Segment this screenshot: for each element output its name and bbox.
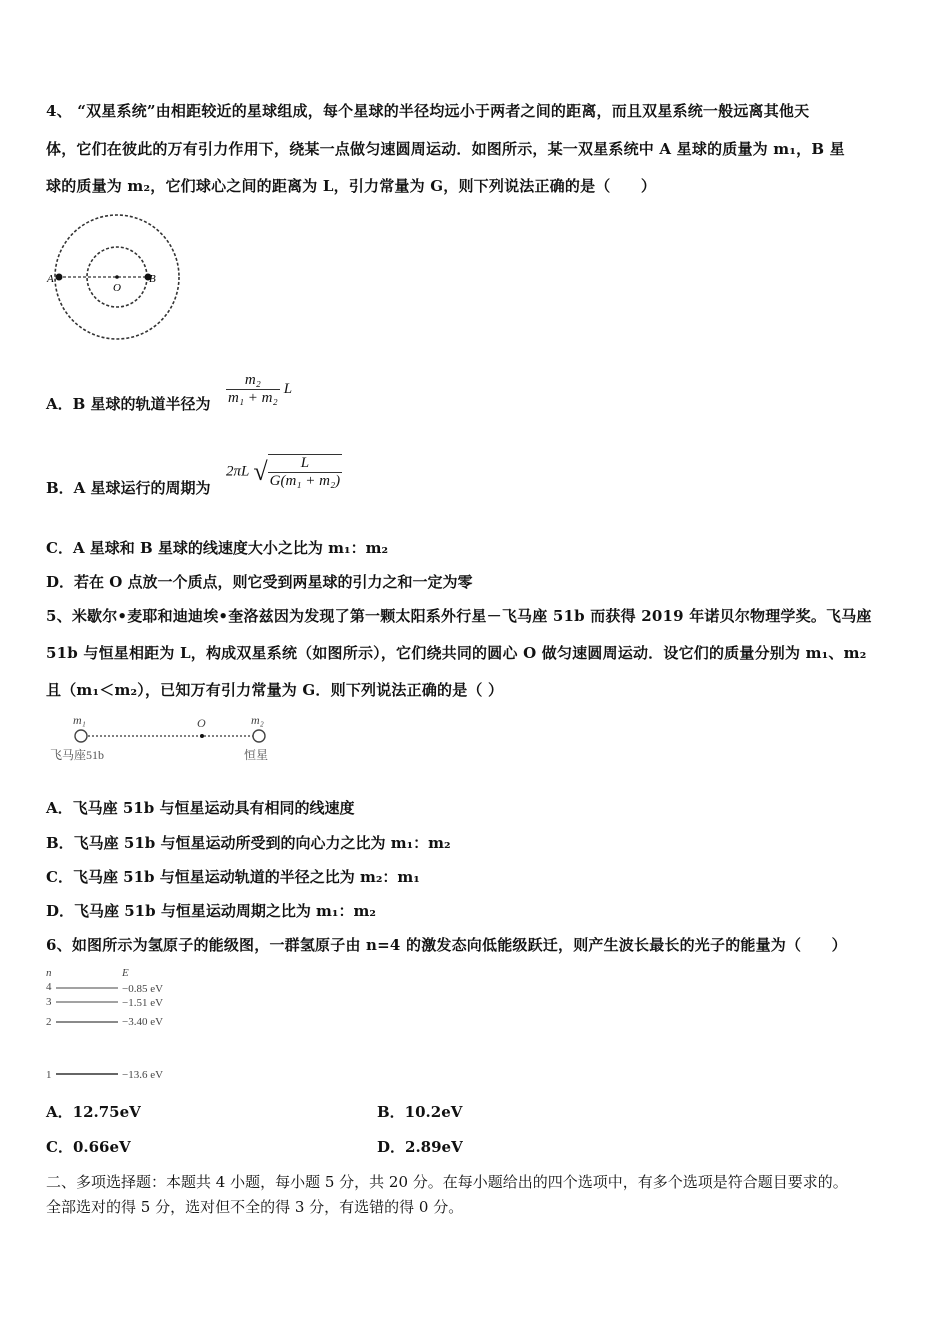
label-m2: m₂ xyxy=(251,713,264,727)
numerator: L xyxy=(268,455,343,473)
numerator: m₂ xyxy=(226,372,280,390)
q4-line-1: 4、 “双星系统”由相距较近的星球组成，每个星球的半径均远小于两者之间的距离，而且双星系统一般远离其他天 xyxy=(46,102,810,120)
section2-line-1: 二、多项选择题：本题共 4 小题，每小题 5 分，共 20 分。在每小题给出的四个选项中，有多个选项是符合题目要求的。 xyxy=(46,1173,848,1191)
level-1-energy: −13.6 eV xyxy=(122,1069,164,1081)
star-m2 xyxy=(253,730,265,742)
sqrt-sign: √ xyxy=(253,457,268,486)
level-2-n: 2 xyxy=(46,1016,52,1028)
q6-option-b[interactable]: B．10.2eV xyxy=(377,1103,463,1121)
q5-option-b[interactable]: B．飞马座 51b 与恒星运动所受到的向心力之比为 m₁：m₂ xyxy=(46,834,451,852)
star-a xyxy=(56,274,63,281)
q5-option-d[interactable]: D．飞马座 51b 与恒星运动周期之比为 m₁：m₂ xyxy=(46,902,376,920)
center-o xyxy=(115,275,119,279)
exoplanet-binary-figure xyxy=(46,712,286,767)
q6-line-1: 6、如图所示为氢原子的能级图，一群氢原子由 n=4 的激发态向低能级跃迁，则产生波长最长的光子的能量为（ ） xyxy=(46,936,847,954)
q4-option-b[interactable] xyxy=(46,477,211,499)
label-star-name: 恒星 xyxy=(244,748,269,762)
q5-line-3: 且（m₁＜m₂），已知万有引力常量为 G．则下列说法正确的是（ ） xyxy=(46,681,504,699)
planet-m1 xyxy=(75,730,87,742)
q4-line-3: 球的质量为 m₂，它们球心之间的距离为 L，引力常量为 G，则下列说法正确的是（ ） xyxy=(46,177,657,195)
energy-level-diagram xyxy=(42,963,202,1085)
q5-line-1: 5、米歇尔•麦耶和迪迪埃•奎洛兹因为发现了第一颗太阳系外行星－飞马座 51b 而获得 2019 年诺贝尔物理学奖。飞马座 xyxy=(46,607,872,625)
q4-line-2: 体，它们在彼此的万有引力作用下，绕某一点做匀速圆周运动．如图所示，某一双星系统中 A 星球的质量为 m₁，B 星 xyxy=(46,140,845,158)
label-o: O xyxy=(113,282,121,294)
tail-l: L xyxy=(283,381,293,397)
level-4-n: 4 xyxy=(46,981,52,993)
q4-option-a[interactable] xyxy=(46,393,211,415)
q5-line-2: 51b 与恒星相距为 L，构成双星系统（如图所示），它们绕共同的圆心 O 做匀速圆周运动．设它们的质量分别为 m₁、m₂ xyxy=(46,644,867,662)
q4-option-b-formula xyxy=(226,454,342,490)
axis-n-label: n xyxy=(46,967,52,979)
q6-option-c[interactable]: C．0.66eV xyxy=(46,1138,131,1156)
q4-option-a-formula xyxy=(226,372,292,407)
label-b: B xyxy=(149,273,156,285)
section2-line-2: 全部选对的得 5 分，选对但不全的得 3 分，有选错的得 0 分。 xyxy=(46,1198,464,1216)
binary-star-orbit-figure xyxy=(44,210,194,345)
q4-option-b-text: B．A 星球运行的周期为 xyxy=(46,479,211,497)
q6-option-d[interactable]: D．2.89eV xyxy=(377,1138,463,1156)
level-4-energy: −0.85 eV xyxy=(122,983,164,995)
level-3-n: 3 xyxy=(46,996,52,1008)
label-o: O xyxy=(197,716,206,730)
denominator: G(m₁ + m₂) xyxy=(269,473,341,489)
level-3-energy: −1.51 eV xyxy=(122,997,164,1009)
level-2-energy: −3.40 eV xyxy=(122,1016,164,1028)
center-o xyxy=(200,734,204,738)
sqrt-fraction xyxy=(268,454,343,490)
prefix-2pil: 2πL xyxy=(226,463,250,480)
level-1-n: 1 xyxy=(46,1069,52,1081)
axis-e-label: E xyxy=(122,967,129,979)
q4-option-c[interactable]: C．A 星球和 B 星球的线速度大小之比为 m₁：m₂ xyxy=(46,539,389,557)
label-a: A xyxy=(47,273,54,285)
q5-option-a[interactable]: A．飞马座 51b 与恒星运动具有相同的线速度 xyxy=(46,799,355,817)
fraction xyxy=(226,372,280,407)
denominator: m₁ + m₂ xyxy=(228,390,278,406)
q4-option-d[interactable]: D．若在 O 点放一个质点，则它受到两星球的引力之和一定为零 xyxy=(46,573,473,591)
label-planet-name: 飞马座51b xyxy=(50,748,105,762)
q4-option-a-text: A．B 星球的轨道半径为 xyxy=(46,395,211,413)
label-m1: m₁ xyxy=(73,713,86,727)
q6-option-a[interactable]: A．12.75eV xyxy=(46,1103,141,1121)
q5-option-c[interactable]: C．飞马座 51b 与恒星运动轨道的半径之比为 m₂：m₁ xyxy=(46,868,420,886)
